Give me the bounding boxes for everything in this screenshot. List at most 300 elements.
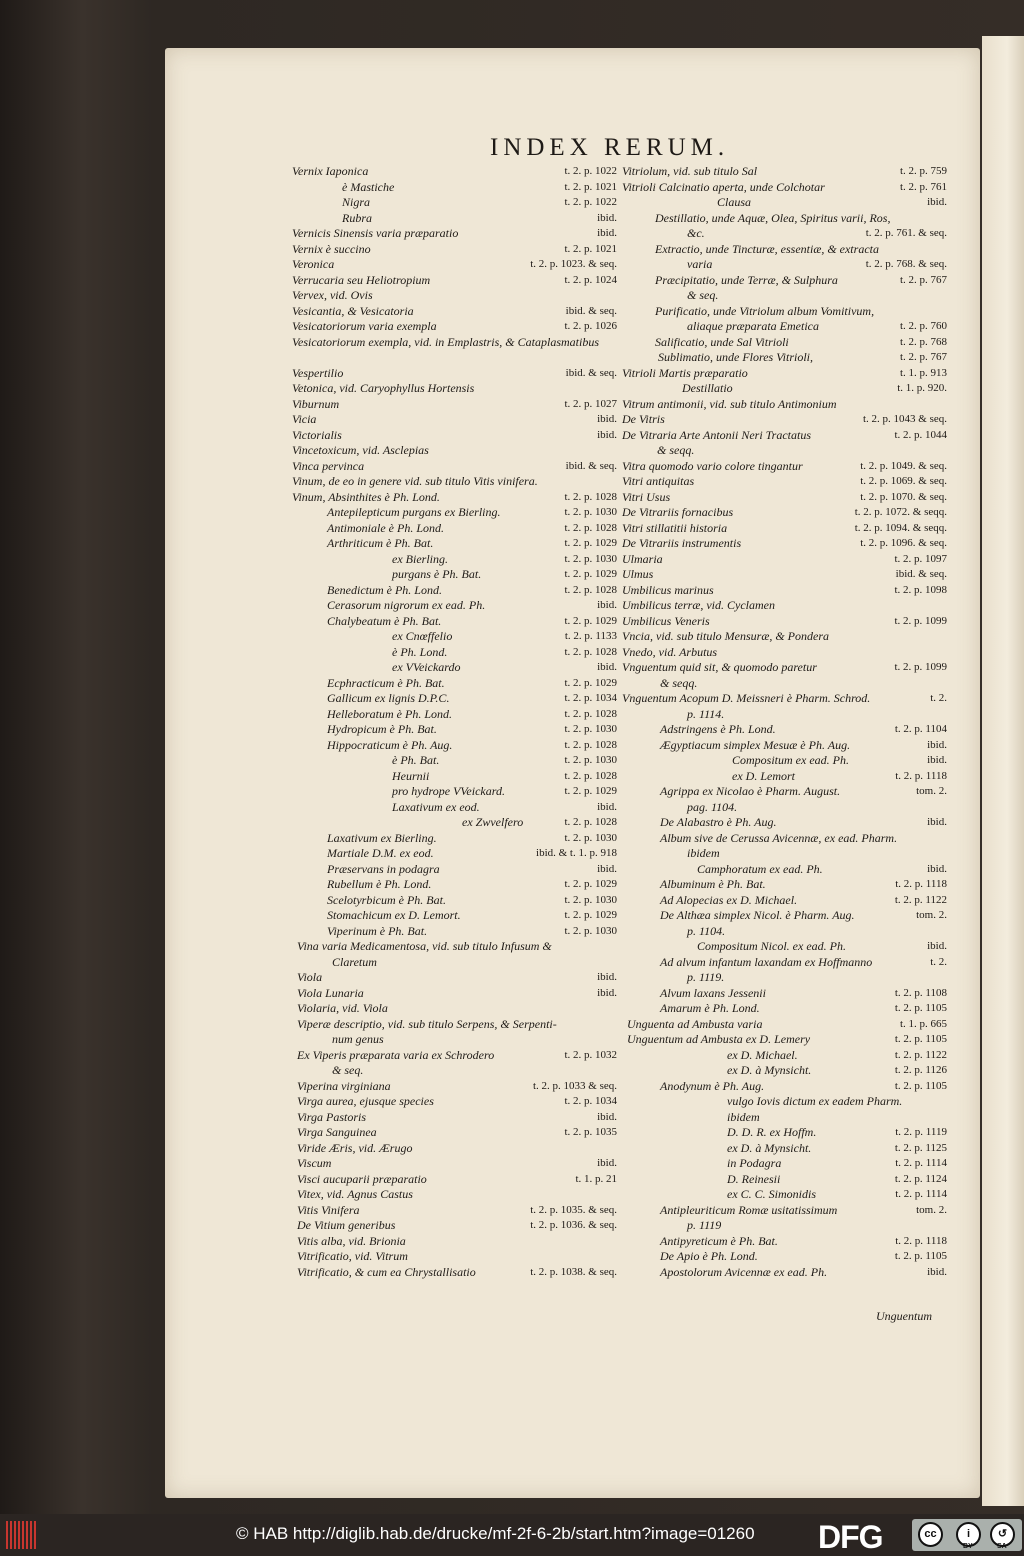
index-entry: [622, 242, 947, 258]
entry-reference: t. 2. p. 1044: [894, 428, 947, 441]
index-entry: [622, 350, 947, 366]
entry-term: De Vitrariis fornacibus: [622, 505, 734, 519]
entry-reference: t. 2. p. 1023. & seq.: [530, 258, 617, 270]
entry-term: Vesicatoriorum exempla, vid. in Emplastris, & Cataplasmatibus: [292, 334, 599, 349]
index-entry: [622, 226, 947, 242]
index-entry: [292, 614, 617, 630]
index-entry: [292, 691, 617, 707]
entry-term: Vitrum antimonii, vid. sub titulo Antimonium: [622, 396, 837, 411]
entry-term: Rubellum è Ph. Lond.: [327, 877, 432, 891]
entry-reference: t. 2. p. 1098: [894, 583, 947, 596]
entry-term: Claretum: [332, 954, 377, 969]
index-entry: [622, 738, 947, 754]
index-entry: [622, 862, 947, 878]
entry-term: Sublimatio, unde Flores Vitrioli,: [658, 350, 813, 364]
entry-term: Vinum, de eo in genere vid. sub titulo Vitis vinifera.: [292, 474, 538, 488]
entry-term: purgans è Ph. Bat.: [392, 567, 482, 581]
index-entry: [622, 986, 947, 1002]
entry-term: Unguentum ad Ambusta ex D. Lemery: [627, 1032, 811, 1046]
index-entry: [622, 273, 947, 289]
entry-term: Vina varia Medicamentosa, vid. sub titulo Infusum &: [297, 939, 552, 953]
entry-term: Compositum ex ead. Ph.: [732, 753, 849, 767]
entry-term: Umbilicus terræ, vid. Cyclamen: [622, 598, 775, 612]
entry-reference: ibid.: [927, 862, 947, 875]
index-entry: [292, 474, 617, 490]
entry-reference: t. 2.: [930, 692, 947, 704]
entry-reference: t. 2. p. 1108: [894, 986, 947, 999]
index-entry: [622, 645, 947, 661]
entry-term: Laxativum ex eod.: [392, 799, 480, 814]
entry-reference: ibid.: [927, 1265, 947, 1278]
entry-reference: t. 2. p. 1022: [564, 165, 617, 177]
entry-reference: t. 2. p. 1105: [894, 1033, 947, 1045]
index-entry: [292, 257, 617, 273]
index-entry: [292, 955, 617, 971]
index-entry: [622, 1265, 947, 1281]
index-column-left: [292, 164, 617, 1280]
attribution-icon: i: [956, 1522, 981, 1547]
index-entry: [292, 335, 617, 351]
entry-term: Vespertilio: [292, 365, 344, 380]
entry-term: Extractio, unde Tincturæ, essentiæ, & extracta: [655, 241, 879, 256]
entry-term: & seq.: [332, 1063, 364, 1077]
index-entry: [292, 226, 617, 242]
entry-term: vulgo Iovis dictum ex eadem Pharm.: [727, 1094, 903, 1108]
entry-term: D. D. R. ex Hoffm.: [727, 1125, 817, 1139]
entry-term: Vinca pervinca: [292, 458, 365, 473]
index-entry: [622, 552, 947, 568]
index-entry: [622, 1234, 947, 1250]
index-entry: [292, 552, 617, 568]
entry-reference: t. 2. p. 1033 & seq.: [532, 1079, 617, 1092]
entry-reference: t. 2. p. 1118: [895, 1234, 947, 1247]
index-entry: [292, 521, 617, 537]
index-entry: [622, 769, 947, 785]
entry-reference: t. 2. p. 1022: [564, 196, 617, 208]
entry-reference: t. 2. p. 1105: [894, 1002, 947, 1014]
entry-term: Purificatio, unde Vitriolum album Vomitivum,: [655, 303, 875, 318]
entry-reference: t. 2. p. 1028: [564, 645, 617, 658]
entry-reference: t. 2. p. 1029: [564, 537, 617, 549]
index-entry: [622, 490, 947, 506]
entry-reference: t. 2. p. 1021: [564, 180, 617, 193]
index-entry: [292, 1032, 617, 1048]
entry-term: ex C. C. Simonidis: [727, 1187, 816, 1201]
index-entry: [292, 1249, 617, 1265]
index-entry: [292, 459, 617, 475]
entry-term: Vitrioli Calcinatio aperta, unde Colchotar: [622, 179, 825, 194]
entry-term: Agrippa ex Nicolao è Pharm. August.: [660, 784, 841, 798]
index-entry: [292, 583, 617, 599]
entry-term: Vitex, vid. Agnus Castus: [297, 1187, 413, 1201]
entry-term: Apostolorum Avicennæ ex ead. Ph.: [660, 1264, 828, 1279]
index-entry: [292, 629, 617, 645]
entry-term: ex D. à Mynsicht.: [727, 1063, 812, 1077]
index-entry: [292, 862, 617, 878]
entry-reference: t. 2. p. 1028: [564, 769, 617, 782]
index-entry: [622, 691, 947, 707]
entry-term: Destillatio, unde Aquæ, Olea, Spiritus varii, Ros,: [655, 210, 891, 225]
index-entry: [292, 242, 617, 258]
index-entry: [292, 1001, 617, 1017]
entry-reference: ibid.: [927, 754, 947, 766]
entry-term: Vicia: [292, 412, 317, 426]
index-entry: [622, 459, 947, 475]
index-entry: [622, 1187, 947, 1203]
index-entry: [292, 1125, 617, 1141]
entry-reference: t. 2. p. 1124: [894, 1172, 947, 1185]
entry-term: Vitis Vinifera: [297, 1202, 360, 1217]
entry-reference: t. 2. p. 1034: [564, 1095, 617, 1107]
index-entry: [292, 831, 617, 847]
entry-term: & seqq.: [660, 675, 698, 690]
entry-term: Viola Lunaria: [297, 985, 364, 1000]
index-entry: [292, 505, 617, 521]
license-by-label: BY: [963, 1543, 973, 1550]
entry-term: p. 1104.: [687, 923, 726, 938]
index-entry: [292, 567, 617, 583]
entry-term: Ex Viperis præparata varia ex Schrodero: [297, 1047, 495, 1062]
entry-term: Vinum, Absinthites è Ph. Lond.: [292, 489, 440, 504]
entry-reference: t. 1. p. 665: [899, 1017, 947, 1030]
entry-reference: t. 1. p. 21: [575, 1172, 617, 1185]
entry-term: Vernix è succino: [292, 241, 371, 256]
index-entry: [622, 1001, 947, 1017]
index-entry: [292, 598, 617, 614]
entry-term: Viola: [297, 970, 323, 984]
entry-reference: t. 2. p. 1099: [894, 661, 947, 673]
entry-term: Antimoniale è Ph. Lond.: [327, 520, 444, 535]
entry-term: Antipyreticum è Ph. Bat.: [660, 1233, 778, 1248]
entry-reference: t. 2. p. 767: [899, 351, 947, 363]
index-entry: [622, 1249, 947, 1265]
entry-term: Vitra quomodo vario colore tingantur: [622, 458, 803, 473]
index-entry: [622, 412, 947, 428]
index-entry: [622, 319, 947, 335]
entry-reference: t. 1. p. 913: [899, 366, 947, 379]
index-entry: [292, 722, 617, 738]
index-entry: [292, 1218, 617, 1234]
index-entry: [292, 1063, 617, 1079]
index-entry: [622, 676, 947, 692]
index-entry: [622, 924, 947, 940]
entry-reference: ibid.: [597, 599, 617, 611]
index-entry: [622, 567, 947, 583]
cc-license-badge[interactable]: [912, 1519, 1022, 1551]
next-page-edge: [982, 36, 1024, 1506]
index-entry: [622, 474, 947, 490]
entry-term: Vincetoxicum, vid. Asclepias: [292, 443, 429, 457]
entry-reference: t. 2. p. 1026: [564, 320, 617, 332]
entry-reference: ibid.: [927, 196, 947, 208]
entry-term: Violaria, vid. Viola: [297, 1001, 388, 1015]
entry-term: Vitrificatio, vid. Vitrum: [297, 1249, 408, 1263]
entry-term: Virga Sanguinea: [297, 1125, 377, 1139]
entry-term: ex Cnœffelio: [392, 629, 453, 643]
index-entry: [622, 1125, 947, 1141]
index-entry: [292, 304, 617, 320]
index-entry: [292, 164, 617, 180]
index-entry: [622, 366, 947, 382]
index-column-right: [622, 164, 947, 1280]
viewer-footer: [0, 1514, 1024, 1556]
entry-reference: t. 2. p. 1029: [564, 676, 617, 689]
entry-term: Benedictum è Ph. Lond.: [327, 582, 442, 597]
index-entry: [622, 1079, 947, 1095]
entry-term: p. 1119: [687, 1218, 722, 1232]
index-entry: [622, 304, 947, 320]
index-entry: [622, 1094, 947, 1110]
entry-term: Ulmaria: [622, 551, 663, 566]
index-entry: [622, 1048, 947, 1064]
entry-term: ex VVeickardo: [392, 660, 461, 674]
entry-reference: t. 2. p. 1028: [564, 490, 617, 503]
entry-term: è Ph. Lond.: [392, 644, 448, 659]
entry-reference: t. 2. p. 1104: [894, 723, 947, 735]
entry-term: Ad alvum infantum laxandam ex Hoffmanno: [660, 954, 873, 969]
entry-reference: t. 2. p. 1036. & seq.: [530, 1219, 617, 1231]
entry-term: Destillatio: [682, 381, 733, 395]
index-entry: [622, 1141, 947, 1157]
entry-term: Ecphracticum è Ph. Bat.: [327, 675, 445, 690]
entry-term: aliaque præparata Emetica: [687, 319, 819, 333]
index-entry: [622, 428, 947, 444]
entry-term: Præservans in podagra: [327, 861, 440, 876]
index-entry: [292, 428, 617, 444]
index-entry: [292, 1141, 617, 1157]
index-entry: [622, 164, 947, 180]
entry-reference: t. 2. p. 768: [899, 335, 947, 348]
entry-reference: t. 2. p. 761: [899, 180, 947, 193]
dfg-logo[interactable]: DFG: [818, 1519, 883, 1555]
entry-term: Vitrioli Martis præparatio: [622, 365, 748, 380]
entry-term: Viride Æris, vid. Ærugo: [297, 1140, 413, 1155]
entry-term: Stomachicum ex D. Lemort.: [327, 908, 461, 922]
entry-reference: t. 2. p. 1043 & seq.: [862, 413, 947, 425]
entry-term: Visci aucuparii præparatio: [297, 1171, 427, 1186]
index-entry: [622, 211, 947, 227]
entry-reference: t. 2. p. 1105: [894, 1250, 947, 1262]
share-alike-icon: ↺: [990, 1522, 1015, 1547]
entry-reference: t. 2. p. 1029: [564, 614, 617, 627]
index-entry: [622, 614, 947, 630]
entry-term: num genus: [332, 1032, 384, 1046]
index-entry: [292, 660, 617, 676]
entry-term: Veronica: [292, 257, 335, 271]
entry-term: Viperinum è Ph. Bat.: [327, 923, 428, 938]
index-entry: [622, 1203, 947, 1219]
index-entry: [292, 1172, 617, 1188]
entry-reference: t. 2. p. 1133: [564, 630, 617, 642]
index-entry: [292, 800, 617, 816]
entry-reference: t. 2. p. 1024: [564, 273, 617, 286]
entry-term: & seq.: [687, 288, 719, 302]
entry-reference: t. 2. p. 1030: [564, 506, 617, 518]
entry-term: Hydropicum è Ph. Bat.: [327, 722, 437, 736]
index-entry: [292, 412, 617, 428]
entry-term: Vitri stillatitii historia: [622, 520, 728, 535]
index-entry: [292, 676, 617, 692]
entry-term: Martiale D.M. ex eod.: [327, 846, 434, 860]
entry-reference: t. 2. p. 1029: [564, 568, 617, 580]
entry-term: De Alabastro è Ph. Aug.: [660, 815, 777, 829]
entry-reference: t. 2. p. 1035: [564, 1126, 617, 1138]
index-entry: [622, 955, 947, 971]
entry-reference: ibid.: [597, 227, 617, 239]
index-entry: [622, 397, 947, 413]
entry-reference: t. 2. p. 1122: [894, 1048, 947, 1061]
entry-reference: t. 2.: [930, 955, 947, 968]
entry-term: Vernix Iaponica: [292, 164, 369, 178]
index-entry: [622, 939, 947, 955]
catchword: Unguentum: [876, 1309, 932, 1323]
entry-term: Antepilepticum purgans ex Bierling.: [327, 505, 501, 519]
index-entry: [292, 1048, 617, 1064]
entry-reference: t. 2. p. 1070. & seq.: [860, 490, 947, 503]
index-entry: [292, 908, 617, 924]
index-entry: [292, 381, 617, 397]
entry-term: Antipleuriticum Romæ usitatissimum: [660, 1202, 838, 1217]
entry-term: Camphoratum ex ead. Ph.: [697, 861, 823, 876]
entry-reference: ibid.: [927, 816, 947, 828]
entry-reference: t. 2. p. 1030: [564, 831, 617, 844]
source-credit-link[interactable]: © HAB http://diglib.hab.de/drucke/mf-2f-6-2b/start.htm?image=01260: [236, 1524, 755, 1543]
entry-reference: t. 2. p. 1125: [894, 1141, 947, 1154]
entry-term: Virga Pastoris: [297, 1109, 367, 1124]
entry-term: Viperina virginiana: [297, 1078, 391, 1093]
entry-term: Umbilicus marinus: [622, 582, 714, 597]
entry-term: De Vitris: [622, 412, 665, 426]
index-entry: [292, 288, 617, 304]
entry-reference: t. 2. p. 1029: [564, 909, 617, 921]
entry-reference: ibid.: [597, 862, 617, 875]
index-entry: [292, 1017, 617, 1033]
index-entry: [622, 1172, 947, 1188]
entry-term: Vnguentum Acopum D. Meissneri è Pharm. Schrod.: [622, 691, 871, 705]
entry-term: Compositum Nicol. ex ead. Ph.: [697, 939, 846, 953]
index-entry: [292, 1110, 617, 1126]
entry-reference: t. 2. p. 1029: [564, 785, 617, 797]
entry-reference: t. 2. p. 1030: [564, 893, 617, 906]
entry-term: Verrucaria seu Heliotropium: [292, 272, 431, 287]
index-entry: [622, 722, 947, 738]
index-entry: [292, 1079, 617, 1095]
index-entry: [292, 815, 617, 831]
index-entry: [292, 490, 617, 506]
index-entry: [622, 1110, 947, 1126]
entry-term: Vitri Usus: [622, 489, 671, 504]
entry-reference: t. 2. p. 1032: [564, 1048, 617, 1061]
entry-term: Viperæ descriptio, vid. sub titulo Serpens, & Serpenti-: [297, 1016, 557, 1031]
entry-term: Viburnum: [292, 396, 340, 411]
entry-term: Helleboratum è Ph. Lond.: [327, 706, 452, 721]
index-entry: [622, 629, 947, 645]
entry-term: Vitis alba, vid. Brionia: [297, 1233, 406, 1248]
entry-reference: t. 2. p. 1028: [564, 707, 617, 720]
entry-term: p. 1119.: [687, 970, 725, 984]
entry-term: Vesicatoriorum varia exempla: [292, 319, 437, 333]
entry-term: ibidem: [687, 846, 720, 860]
entry-term: Cerasorum nigrorum ex ead. Ph.: [327, 598, 486, 612]
index-entry: [292, 645, 617, 661]
index-entry: [292, 536, 617, 552]
entry-reference: t. 2. p. 1118: [895, 878, 947, 890]
entry-reference: t. 2. p. 1126: [894, 1064, 947, 1076]
index-entry: [292, 784, 617, 800]
entry-reference: t. 2. p. 1118: [895, 769, 947, 782]
index-entry: [292, 707, 617, 723]
index-entry: [622, 195, 947, 211]
entry-term: Amarum è Ph. Lond.: [660, 1001, 760, 1015]
entry-term: Vitrificatio, & cum ea Chrystallisatio: [297, 1264, 476, 1279]
index-entry: [622, 846, 947, 862]
entry-term: è Mastiche: [342, 179, 395, 194]
entry-term: Rubra: [342, 210, 372, 225]
entry-reference: t. 2. p. 1122: [894, 893, 947, 906]
entry-reference: t. 2. p. 760: [899, 320, 947, 332]
index-entry: [292, 893, 617, 909]
entry-reference: t. 2. p. 1028: [564, 738, 617, 751]
entry-reference: ibid.: [927, 738, 947, 751]
entry-reference: ibid.: [597, 211, 617, 224]
entry-term: Vncia, vid. sub titulo Mensuræ, & Pondera: [622, 629, 829, 643]
index-entry: [622, 583, 947, 599]
index-entry: [622, 381, 947, 397]
index-entry: [292, 1234, 617, 1250]
index-entry: [622, 800, 947, 816]
index-entry: [622, 753, 947, 769]
index-entry: [292, 350, 617, 366]
entry-reference: t. 2. p. 1021: [564, 242, 617, 255]
entry-term: pro hydrope VVeickard.: [392, 784, 505, 798]
index-entry: [622, 335, 947, 351]
index-entry: [622, 288, 947, 304]
entry-term: Salificatio, unde Sal Vitrioli: [655, 334, 789, 349]
index-entry: [622, 707, 947, 723]
index-entry: [622, 1032, 947, 1048]
index-entry: [622, 877, 947, 893]
index-entry: [292, 1265, 617, 1281]
entry-term: D. Reinesii: [727, 1171, 781, 1186]
entry-reference: t. 2. p. 1030: [564, 723, 617, 735]
entry-term: De Vitrariis instrumentis: [622, 536, 742, 550]
entry-term: Clausa: [717, 195, 752, 209]
entry-term: Viscum: [297, 1156, 332, 1170]
entry-reference: ibid. & seq.: [895, 568, 947, 580]
entry-term: ex D. Michael.: [727, 1047, 798, 1062]
entry-reference: tom. 2.: [916, 1203, 947, 1216]
entry-term: Hippocraticum è Ph. Aug.: [327, 737, 453, 752]
entry-reference: t. 2. p. 1105: [894, 1079, 947, 1092]
index-entry: [622, 831, 947, 847]
index-entry: [292, 738, 617, 754]
entry-term: Præcipitatio, unde Terræ, & Sulphura: [655, 272, 838, 287]
entry-term: Vernicis Sinensis varia præparatio: [292, 226, 459, 240]
entry-term: Laxativum ex Bierling.: [327, 830, 437, 845]
entry-term: Vitri antiquitas: [622, 474, 695, 488]
index-entry: [622, 660, 947, 676]
entry-term: in Podagra: [727, 1156, 782, 1170]
entry-reference: ibid.: [597, 986, 617, 999]
index-entry: [622, 908, 947, 924]
index-entry: [292, 877, 617, 893]
index-entry: [622, 784, 947, 800]
index-entry: [622, 815, 947, 831]
entry-reference: t. 2. p. 1035. & seq.: [530, 1203, 617, 1216]
entry-term: Virga aurea, ejusque species: [297, 1094, 434, 1108]
entry-reference: t. 2. p. 1028: [564, 583, 617, 596]
entry-reference: t. 2. p. 1072. & seqq.: [854, 506, 947, 518]
